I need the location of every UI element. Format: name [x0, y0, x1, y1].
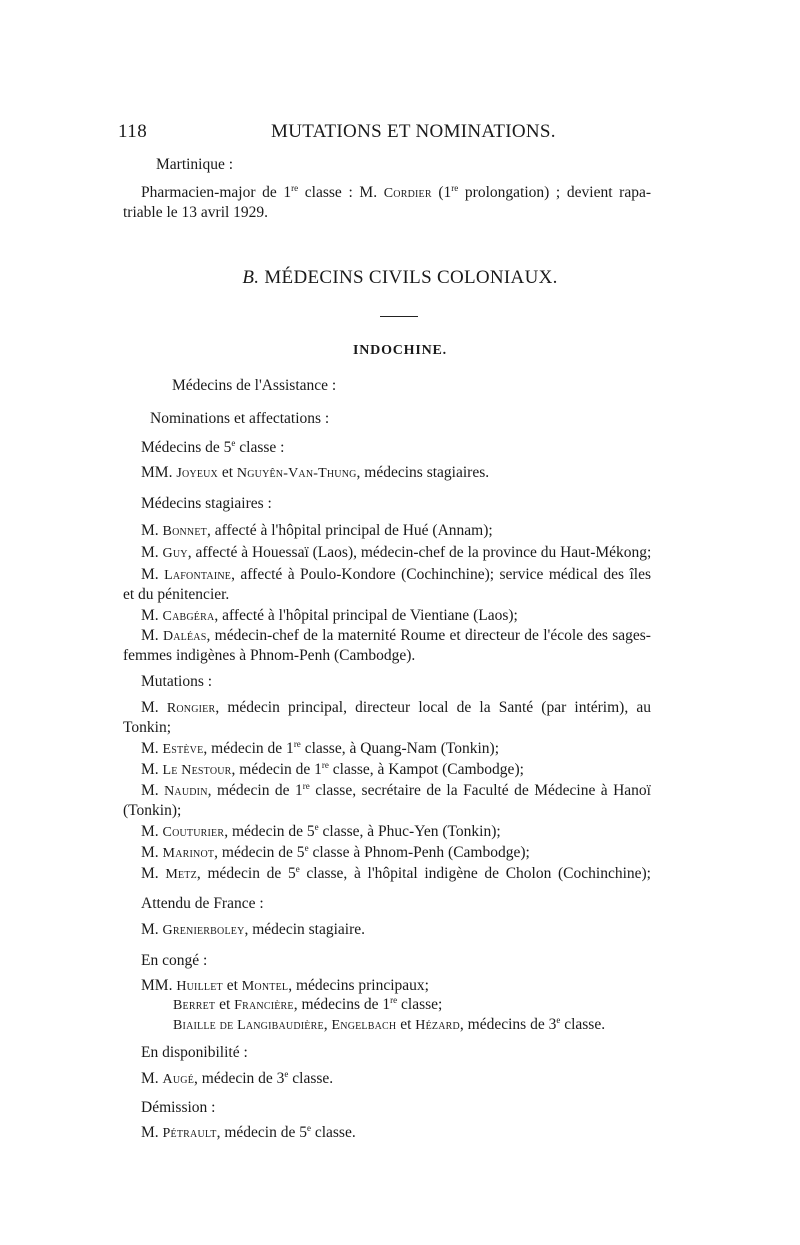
list-item: M. Bonnet, affecté à l'hôpital principal de Hué (Annam); — [141, 522, 493, 539]
list-item-continuation: Tonkin; — [123, 719, 171, 736]
running-title: MUTATIONS ET NOMINATIONS. — [271, 121, 556, 142]
list-item: M. Augé, médecin de 3e classe. — [141, 1069, 334, 1087]
list-item: M. Le Nestour, médecin de 1re classe, à Kampot (Cambodge); — [141, 760, 524, 778]
list-item: M. Guy, affecté à Houessaï (Laos), médecin-chef de la province du Haut-Mékong; — [141, 544, 652, 561]
stagiaires-label: Médecins stagiaires : — [141, 495, 272, 512]
martinique-line-1: Pharmacien-major de 1re classe : M. Cordier (1re prolongation) ; devient rapa- — [141, 183, 651, 201]
list-item: M. Naudin, médecin de 1re classe, secrétaire de la Faculté de Médecine à Hanoï — [141, 781, 651, 799]
list-item: Biaille de Langibaudière, Engelbach et Hézard, médecins de 3e classe. — [173, 1015, 606, 1033]
section-title: B. MÉDECINS CIVILS COLONIAUX. — [242, 267, 558, 288]
conge-label: En congé : — [141, 952, 208, 969]
nominations-heading: Nominations et affectations : — [150, 410, 330, 427]
list-item-continuation: et du pénitencier. — [123, 586, 230, 603]
list-item: M. Lafontaine, affecté à Poulo-Kondore (Cochinchine); service médical des îles — [141, 566, 651, 583]
disponibilite-label: En disponibilité : — [141, 1044, 248, 1061]
demission-label: Démission : — [141, 1099, 216, 1116]
mutations-label: Mutations : — [141, 673, 213, 690]
list-item: M. Marinot, médecin de 5e classe à Phnom-Penh (Cambodge); — [141, 843, 530, 861]
list-item: M. Couturier, médecin de 5e classe, à Phuc-Yen (Tonkin); — [141, 822, 501, 840]
section-subtitle: INDOCHINE. — [353, 343, 447, 358]
list-item: M. Pétrault, médecin de 5e classe. — [141, 1123, 356, 1141]
martinique-line-2: triable le 13 avril 1929. — [123, 204, 269, 221]
mm-stagiaires-line: MM. Joyeux et Nguyên-Van-Thung, médecins stagiaires. — [141, 464, 490, 481]
list-item: Berret et Francière, médecins de 1re classe; — [173, 995, 443, 1013]
list-item: M. Grenierboley, médecin stagiaire. — [141, 921, 366, 938]
list-item: M. Estève, médecin de 1re classe, à Quang-Nam (Tonkin); — [141, 739, 500, 757]
list-item: M. Metz, médecin de 5e classe, à l'hôpital indigène de Cholon (Cochinchine); — [141, 864, 651, 882]
classe5-label: Médecins de 5e classe : — [141, 438, 285, 456]
list-item-continuation: (Tonkin); — [123, 802, 182, 819]
section-divider — [380, 316, 418, 317]
page-number: 118 — [118, 121, 148, 142]
list-item-continuation: femmes indigènes à Phnom-Penh (Cambodge). — [123, 647, 416, 664]
france-label: Attendu de France : — [141, 895, 264, 912]
list-item: MM. Huillet et Montel, médecins principaux; — [141, 977, 429, 994]
assistance-heading: Médecins de l'Assistance : — [172, 377, 337, 394]
list-item: M. Cabgéra, affecté à l'hôpital principal de Vientiane (Laos); — [141, 607, 518, 624]
martinique-label: Martinique : — [156, 156, 234, 173]
list-item: M. Daléas, médecin-chef de la maternité Roume et directeur de l'école des sages- — [141, 627, 651, 644]
list-item: M. Rongier, médecin principal, directeur local de la Santé (par intérim), au — [141, 699, 651, 716]
